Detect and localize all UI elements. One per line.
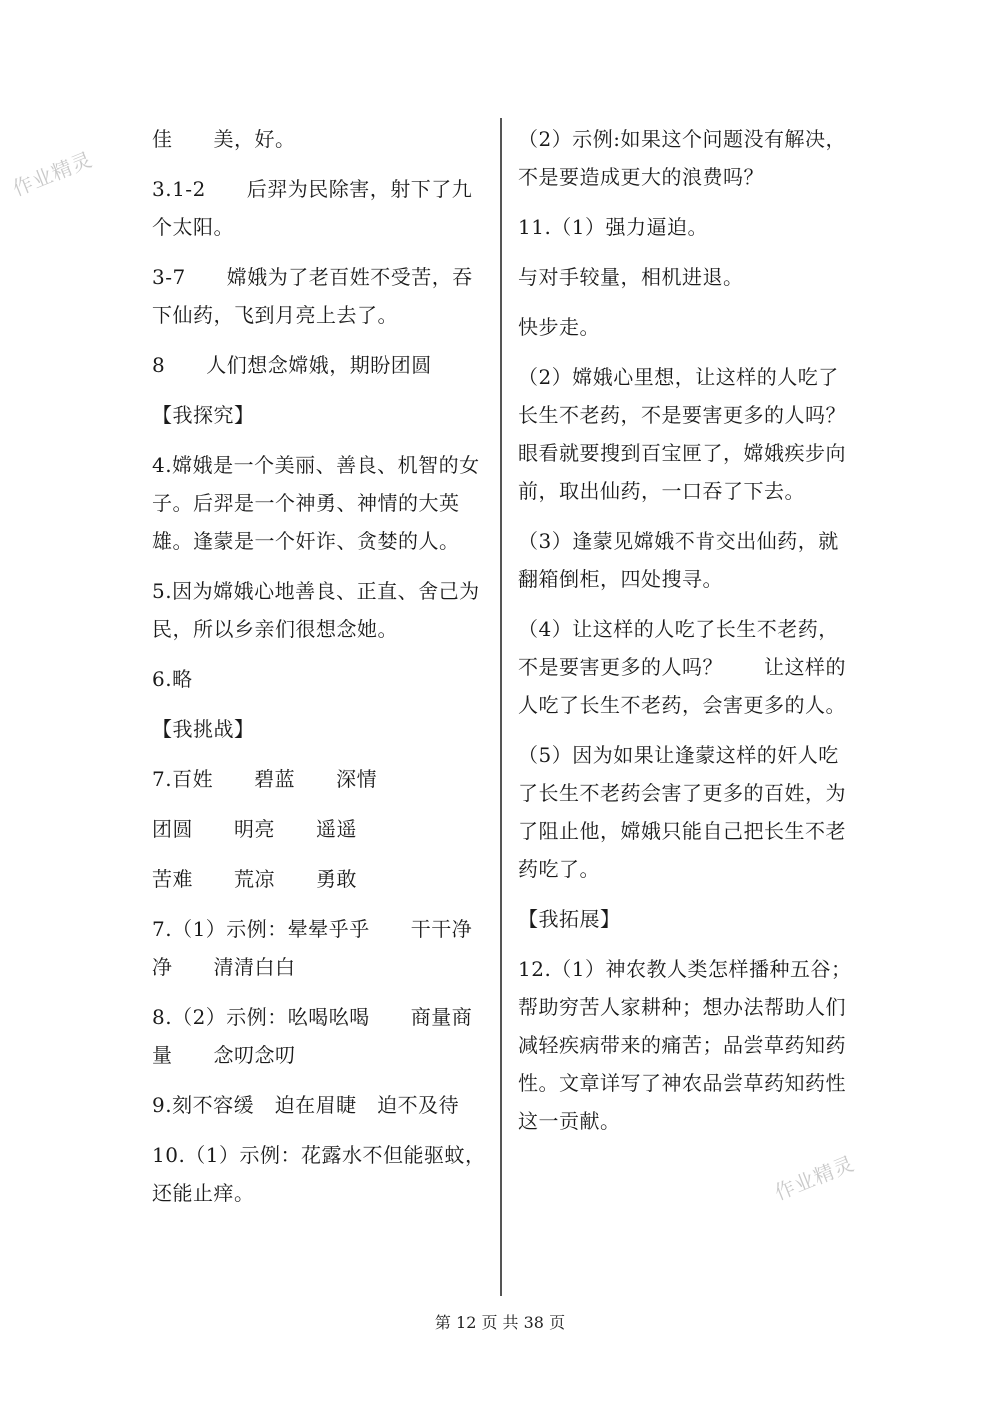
right-column xyxy=(518,120,887,1152)
answer-line: 9.刻不容缓 迫在眉睫 迫不及待 xyxy=(152,1093,460,1117)
section-heading: 【我拓展】 xyxy=(518,907,621,931)
answer-line: 7.百姓 碧蓝 深情 xyxy=(152,767,378,791)
answer-line: 10.（1）示例：花露水不但能驱蚊，还能止痒。 xyxy=(152,1143,486,1205)
page-number: 第 12 页 共 38 页 xyxy=(434,1313,566,1332)
answer-line: （5）因为如果让逢蒙这样的奸人吃了长生不老药会害了更多的百姓，为了阻止他，嫦娥只能自己把长生不老药吃了。 xyxy=(518,743,846,881)
answer-line: 4.嫦娥是一个美丽、善良、机智的女子。后羿是一个神勇、神情的大英雄。逢蒙是一个奸诈、贪婪的人。 xyxy=(152,453,480,553)
answer-line: 团圆 明亮 遥遥 xyxy=(152,817,357,841)
answer-line: 佳 美，好。 xyxy=(152,127,296,151)
answer-line: 12.（1）神农教人类怎样播种五谷；帮助穷苦人家耕种；想办法帮助人们减轻疾病带来的痛苦；品尝草药知药性。文章详写了神农品尝草药知药性这一贡献。 xyxy=(518,957,852,1133)
watermark-right: 作业精灵 xyxy=(771,1151,858,1205)
answer-line: 3-7 嫦娥为了老百姓不受苦，吞下仙药，飞到月亮上去了。 xyxy=(152,265,473,327)
section-heading: 【我探究】 xyxy=(152,403,255,427)
answer-line: 3.1-2 后羿为民除害，射下了九个太阳。 xyxy=(152,177,473,239)
answer-line: 6.略 xyxy=(152,667,193,691)
answer-line: 8.（2）示例：吆喝吆喝 商量商量 念叨念叨 xyxy=(152,1005,473,1067)
answer-line: 8 人们想念嫦娥，期盼团圆 xyxy=(152,353,432,377)
answer-line: 快步走。 xyxy=(518,315,600,339)
section-heading: 【我挑战】 xyxy=(152,717,255,741)
answer-line: （3）逢蒙见嫦娥不肯交出仙药，就翻箱倒柜，四处搜寻。 xyxy=(518,529,839,591)
column-divider xyxy=(500,118,502,1296)
left-column xyxy=(152,120,487,1224)
answer-line: （2）示例:如果这个问题没有解决，不是要造成更大的浪费吗？ xyxy=(518,127,846,189)
answer-line: 7.（1）示例：晕晕乎乎 干干净净 清清白白 xyxy=(152,917,473,979)
answer-line: 11.（1）强力逼迫。 xyxy=(518,215,709,239)
answer-line: （2）嫦娥心里想，让这样的人吃了长生不老药，不是要害更多的人吗？ 眼看就要搜到百宝匣了，嫦娥疾步向前，取出仙药，一口吞了下去。 xyxy=(518,365,887,503)
answer-line: 苦难 荒凉 勇敢 xyxy=(152,867,357,891)
answer-line: （4）让这样的人吃了长生不老药，不是要害更多的人吗？ 让这样的人吃了长生不老药，会害更多的人。 xyxy=(518,617,846,717)
answer-line: 与对手较量，相机进退。 xyxy=(518,265,744,289)
answer-line: 5.因为嫦娥心地善良、正直、舍己为民，所以乡亲们很想念她。 xyxy=(152,579,480,641)
watermark-left: 作业精灵 xyxy=(9,147,96,201)
